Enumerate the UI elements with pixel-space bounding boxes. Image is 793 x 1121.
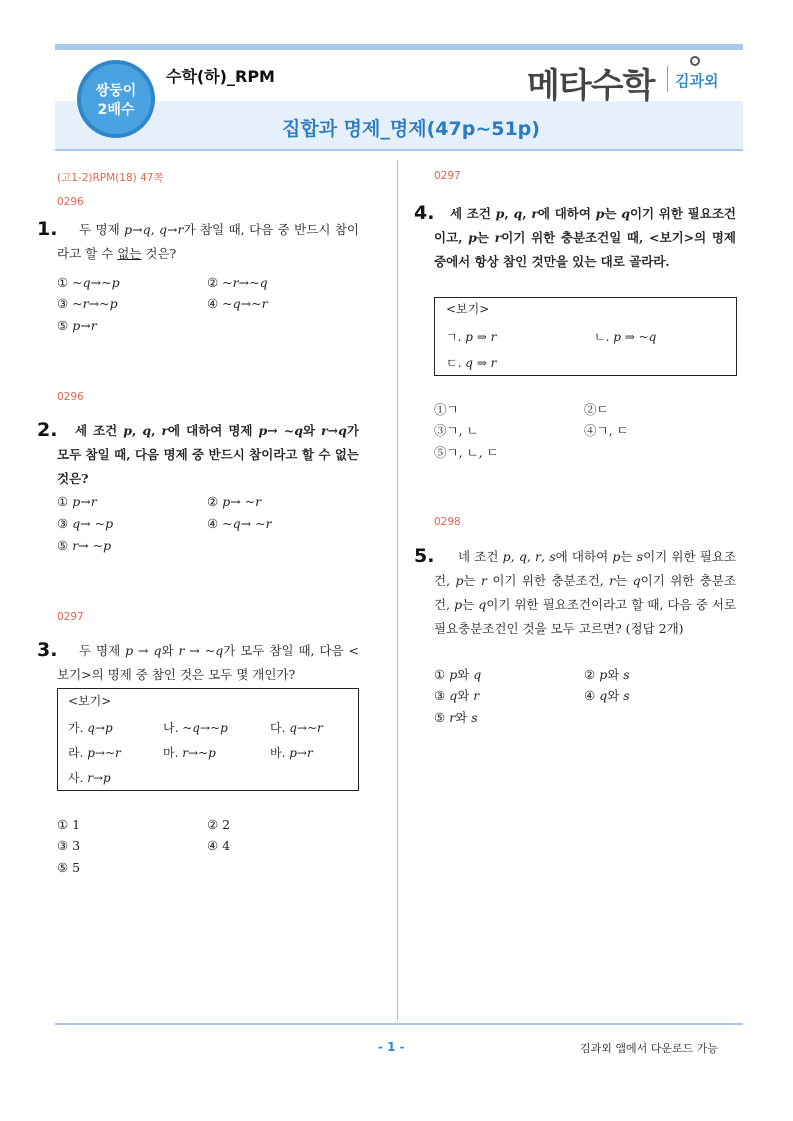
option: ③ q와 r [434, 688, 480, 703]
example-item: 나. ~q→~p [163, 721, 228, 735]
example-box-title: <보기> [446, 302, 490, 316]
question-number: 2. [37, 419, 58, 441]
option: ⑤ㄱ, ㄴ, ㄷ [434, 445, 499, 460]
question-code: 0297 [434, 170, 461, 182]
option: ⑤ r와 s [434, 710, 478, 725]
example-item: 마. r→~p [163, 746, 216, 760]
option: ② p→ ~r [207, 494, 262, 509]
option: ②ㄷ [584, 402, 609, 417]
option: ④ 4 [207, 838, 231, 853]
option: ② 2 [207, 817, 231, 832]
option: ② ~r→~q [207, 275, 268, 290]
question-text: 두 명제 p→q, q→r가 참일 때, 다음 중 반드시 참이라고 할 수 없는 것은? [57, 222, 359, 261]
page-title: 집합과 명제_명제(47p~51p) [282, 118, 540, 140]
option: ③ 3 [57, 838, 81, 853]
option: ①ㄱ [434, 402, 459, 417]
option: ④ ~q→~r [207, 296, 268, 311]
example-item: 가. q→p [68, 721, 113, 735]
question-code: 0296 [57, 391, 84, 403]
example-item: 바. p→r [270, 746, 313, 760]
option: ① 1 [57, 817, 81, 832]
person-icon [690, 56, 700, 66]
example-item: 라. p→~r [68, 746, 121, 760]
question-number: 4. [414, 202, 435, 224]
brand-sub-logo: 김과외 [675, 72, 719, 90]
example-item: 다. q→~r [270, 721, 323, 735]
question-code: 0298 [434, 516, 461, 528]
badge-line-2: 2배수 [97, 102, 135, 118]
option: ⑤ 5 [57, 860, 81, 875]
example-item: ㄷ. q ⇒ r [446, 356, 497, 370]
question-text: 세 조건 p, q, r에 대하여 p는 q이기 위한 필요조건이고, p는 r이기 위한 충분조건일 때, <보기>의 명제 중에서 항상 참인 것만을 있는 대로 골라라. [434, 206, 737, 269]
question-text: 두 명제 p → q와 r → ~q가 모두 참일 때, 다음 <보기>의 명제 중 참인 것은 모두 몇 개인가? [57, 643, 359, 682]
option: ① p→r [57, 494, 97, 509]
example-box-title: <보기> [68, 694, 112, 708]
brand-logo: 메타수학 [527, 66, 655, 106]
question-code: 0296 [57, 196, 84, 208]
option: ③ㄱ, ㄴ [434, 423, 479, 438]
option: ① ~q→~p [57, 275, 120, 290]
brand-divider [667, 66, 668, 92]
page-number: - 1 - [378, 1040, 405, 1054]
option: ④ q와 s [584, 688, 630, 703]
question-code: 0297 [57, 611, 84, 623]
example-item: ㄴ. p ⇒ ~q [594, 330, 657, 344]
question-number: 3. [37, 639, 58, 661]
source-reference: (고1-2)RPM(18) 47쪽 [57, 172, 164, 184]
footer-line [55, 1023, 743, 1025]
course-name: 수학(하)_RPM [166, 67, 275, 86]
question-number: 5. [414, 545, 435, 567]
column-divider [397, 160, 398, 1020]
badge-line-1: 쌍둥이 [95, 83, 137, 99]
example-item: ㄱ. p ⇒ r [446, 330, 497, 344]
option: ① p와 q [434, 667, 482, 682]
option: ⑤ r→ ~p [57, 538, 112, 553]
option: ⑤ p→r [57, 318, 97, 333]
series-badge [77, 60, 155, 138]
footer-note: 김과외 앱에서 다운로드 가능 [580, 1042, 719, 1055]
option: ③ q→ ~p [57, 516, 114, 531]
question-text: 네 조건 p, q, r, s에 대하여 p는 s이기 위한 필요조건, p는 r 이기 위한 충분조건, r는 q이기 위한 충분조건, p는 q이기 위한 필요조건이라고 할 때, 다음 중 서로 필요충분조건인 것을 모두 고르면? (정답 2개) [434, 549, 737, 636]
option: ④ㄱ, ㄷ [584, 423, 629, 438]
option: ④ ~q→ ~r [207, 516, 272, 531]
question-text: 세 조건 p, q, r에 대하여 명제 p→ ~q와 r→q가 모두 참일 때, 다음 명제 중 반드시 참이라고 할 수 없는 것은? [57, 423, 359, 486]
example-item: 사. r→p [68, 771, 111, 785]
option: ② p와 s [584, 667, 630, 682]
question-number: 1. [37, 218, 58, 240]
option: ③ ~r→~p [57, 296, 118, 311]
